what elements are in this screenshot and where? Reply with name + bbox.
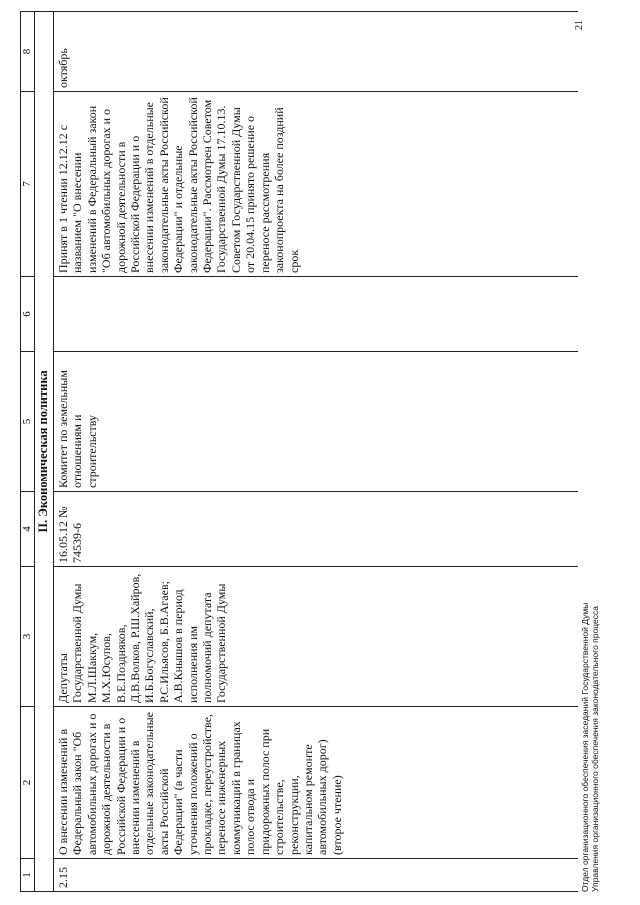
column-header: 2 bbox=[21, 707, 35, 859]
bill-title: О внесении изменений в Федеральный закон "Об автомобильных дорогах и о дорожной деятельности в Российской Федерации и о внесении изменений в отдельные законодательные акты Российской Федерации" (в части уточнения положений о прокладке, переустройстве, переносе инженерных коммуникаций в границах полос отвода и придорожных полос при строительстве, реконструкции, капитальном ремонте автомобильных дорог) (второе чтение) bbox=[54, 707, 579, 859]
footer bbox=[580, 603, 600, 892]
bill-authors: Депутаты Государственной Думы М.Л.Шаккум, М.Х.Юсупов, В.Е.Поздняков, Д.В.Волков, Р.Ш.Хайров, И.Б.Богуславский, Р.С.Ильясов, Б.В.Агаев; А.В.Кнышов в период исполнения им полномочий депутата Государственной Думы bbox=[54, 567, 579, 707]
register-table bbox=[20, 11, 578, 892]
column-number-row bbox=[21, 12, 35, 892]
column-header: 5 bbox=[21, 352, 35, 492]
column-header: 8 bbox=[21, 12, 35, 92]
column-header: 4 bbox=[21, 492, 35, 567]
column-header: 7 bbox=[21, 92, 35, 277]
bill-date-number: 16.05.12 № 74539-6 bbox=[54, 492, 579, 567]
column-header: 6 bbox=[21, 277, 35, 352]
table-row bbox=[54, 12, 579, 892]
column-header: 1 bbox=[21, 859, 35, 892]
planned-month: октябрь bbox=[54, 12, 579, 92]
page-number: 21 bbox=[574, 20, 585, 30]
section-title: II. Экономическая политика bbox=[35, 12, 54, 892]
responsible-committee: Комитет по земельным отношениям и строительству bbox=[54, 352, 579, 492]
column-header: 3 bbox=[21, 567, 35, 707]
footer-line-1: Отдел организационного обеспечения заседаний Государственной Думы bbox=[580, 602, 590, 892]
column-6-cell bbox=[54, 277, 579, 352]
bill-status: Принят в 1 чтении 12.12.12 с названием "О внесении изменений в Федеральный закон "Об автомобильных дорогах и о дорожной деятельности в Российской Федерации и о внесении изменений в отдельные законодательные акты Российской Федерации" и отдельные законодательные акты Российской Федерации". Рассмотрен Советом Государственной Думы 17.10.13. Советом Государственной Думы от 20.04.15 принято решение о переносе рассмотрения законопроекта на более поздний срок bbox=[54, 92, 579, 277]
footer-line-2: Управления организационного обеспечения законодательного процесса bbox=[590, 606, 600, 892]
section-row bbox=[35, 12, 54, 892]
rotated-page bbox=[12, 12, 612, 892]
row-number: 2.15 bbox=[54, 859, 579, 892]
